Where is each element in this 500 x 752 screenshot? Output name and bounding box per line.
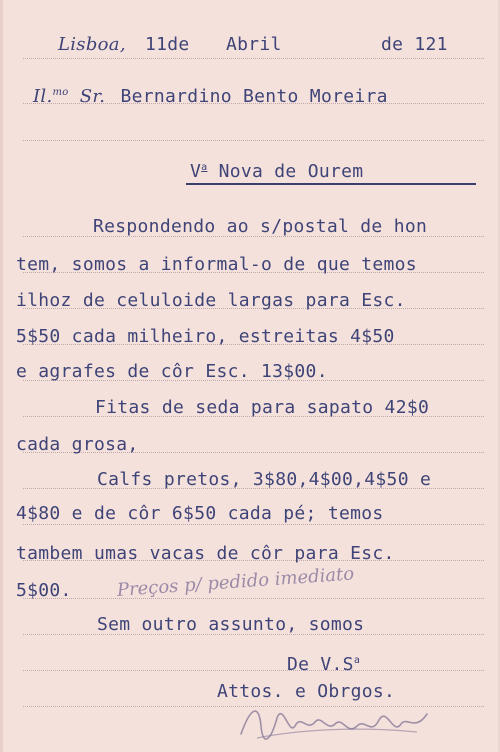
addressee-line — [33, 86, 388, 107]
place-prefix-sup: a — [201, 162, 208, 173]
addressee-title: Il. — [33, 86, 53, 107]
body-line: Fitas de seda para sapato 42$0 — [95, 397, 430, 418]
handwritten-note: Preços p/ pedido imediato — [116, 563, 355, 601]
place-prefix: V — [190, 161, 202, 182]
place-name: Nova de Ourem — [218, 161, 364, 182]
signoff-sup: a — [353, 655, 361, 666]
body-line: e agrafes de côr Esc. 13$00. — [16, 361, 328, 382]
guide-line — [23, 670, 484, 671]
addressee-title-sup: mo — [52, 87, 69, 98]
body-line: 5$00. — [16, 580, 72, 601]
date-year: de 121 — [381, 34, 448, 55]
place-underline — [186, 183, 476, 185]
body-line: 4$80 e de côr 6$50 cada pé; temos — [16, 503, 384, 524]
body-line: Calfs pretos, 3$80,4$00,4$50 e — [97, 469, 432, 490]
signoff-line-2: Attos. e Obrgos. — [217, 681, 396, 702]
body-line: tambem umas vacas de côr para Esc. — [16, 543, 395, 564]
body-line: tem, somos a informal-o de que temos — [16, 254, 417, 275]
signature-scribble — [237, 696, 437, 746]
guide-line — [23, 598, 484, 599]
body-line: 5$50 cada milheiro, estreitas 4$50 — [16, 326, 395, 347]
addressee-honorific: Sr. — [79, 86, 106, 107]
body-line: cada grosa, — [16, 434, 139, 455]
body-line: ilhoz de celuloide largas para Esc. — [16, 290, 406, 311]
date-month: Abril — [226, 34, 282, 55]
date-day: 11de — [145, 34, 190, 55]
city: Lisboa, — [58, 34, 126, 55]
body-line: Respondendo ao s/postal de hon — [93, 216, 428, 237]
guide-line — [23, 524, 484, 525]
place-line — [190, 161, 363, 182]
signoff-line-1 — [287, 654, 360, 675]
guide-line — [23, 140, 484, 141]
guide-line — [23, 58, 484, 59]
signoff-prefix: De V.S — [287, 654, 354, 675]
closing-line: Sem outro assunto, somos — [97, 614, 365, 635]
addressee-name: Bernardino Bento Moreira — [120, 86, 388, 107]
